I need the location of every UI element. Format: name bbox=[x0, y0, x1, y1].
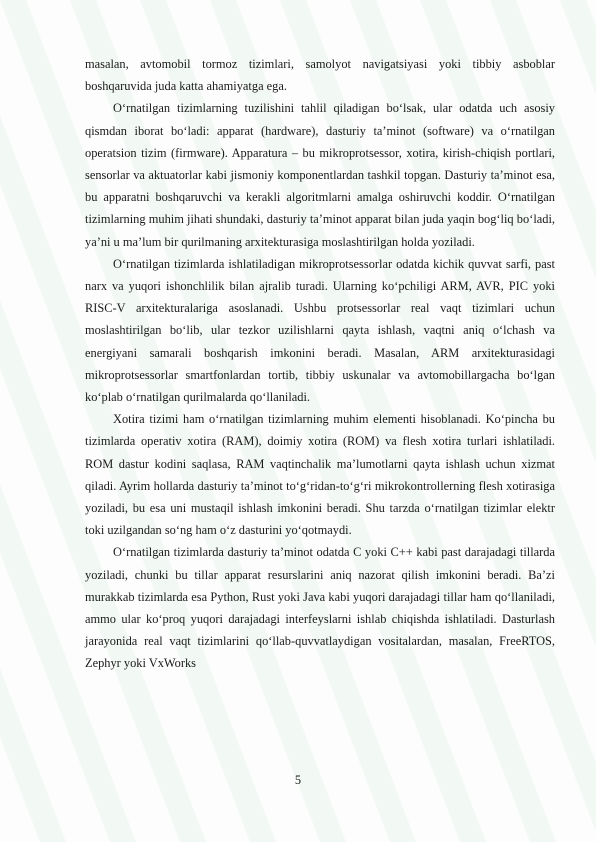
body-text bbox=[85, 53, 555, 675]
paragraph-3: O‘rnatilgan tizimlarda ishlatiladigan mikroprotsessorlar odatda kichik quvvat sarfi, past narx va yuqori ishonchlilik bilan ajralib turadi. Ularning ko‘pchiligi ARM, AVR, PIC yoki RISC-V arxitekturalariga asoslanadi. Ushbu protsessorlar real vaqt tizimlari uchun moslashtirilgan bo‘lib, ular tezkor uzilishlarni qayta ishlash, vaqtni aniq o‘lchash va energiyani samarali boshqarish imkonini beradi. Masalan, ARM arxitekturasidagi mikroprotsessorlar smartfonlardan tortib, tibbiy uskunalar va avtomobillargacha bo‘lgan ko‘plab o‘rnatilgan qurilmalarda qo‘llaniladi. bbox=[85, 256, 555, 405]
paragraph-2: O‘rnatilgan tizimlarning tuzilishini tahlil qiladigan bo‘lsak, ular odatda uch asosiy qismdan iborat bo‘ladi: apparat (hardware), dasturiy ta’minot (software) va o‘rnatilgan operatsion tizim (firmware). Apparatura – bu mikroprotsessor, xotira, kirish-chiqish portlari, sensorlar va aktuatorlar kabi jismoniy komponentlardan tashkil topgan. Dasturiy ta’minot esa, bu apparatni boshqaruvchi va kerakli algoritmlarni amalga oshiruvchi koddir. O‘rnatilgan tizimlarning muhim jihati shundaki, dasturiy ta’minot apparat bilan juda yaqin bog‘liq bo‘ladi, ya’ni u ma’lum bir qurilmaning arxitekturasiga moslashtirilgan holda yoziladi. bbox=[85, 101, 555, 249]
paragraph-5: O‘rnatilgan tizimlarda dasturiy ta’minot odatda C yoki C++ kabi past darajadagi tillarda yoziladi, chunki bu tillar apparat resurslarini aniq nazorat qilish imkonini beradi. Ba’zi murakkab tizimlarda esa Python, Rust yoki Java kabi yuqori darajadagi tillar ham qo‘llaniladi, ammo ular ko‘proq yuqori darajadagi interfeyslarni ishlab chiqishda ishlatiladi. Dasturlash jarayonida real vaqt tizimlarini qo‘llab-quvvatlaydigan vositalardan, masalan, FreeRTOS, Zephyr yoki VxWorks bbox=[85, 545, 555, 671]
watermark-stripe bbox=[560, 0, 596, 842]
watermark-stripe bbox=[0, 0, 66, 842]
paragraph-1: masalan, avtomobil tormoz tizimlari, samolyot navigatsiyasi yoki tibbiy asboblar boshqaruvida juda katta ahamiyatga ega. bbox=[85, 57, 555, 94]
paragraph-4: Xotira tizimi ham o‘rnatilgan tizimlarning muhim elementi hisoblanadi. Ko‘pincha bu tizimlarda operativ xotira (RAM), doimiy xotira (ROM) va flesh xotira turlari ishlatiladi. ROM dastur kodini saqlasa, RAM vaqtinchalik ma’lumotlarni qayta ishlash uchun xizmat qiladi. Ayrim hollarda dasturiy ta’minot to‘g‘ridan-to‘g‘ri mikrokontrollerning flesh xotirasiga yoziladi, bu esa uni mustaqil ishlash imkonini beradi. Shu tarzda o‘rnatilgan tizimlar elektr toki uzilgandan so‘ng ham o‘z dasturini yo‘qotmaydi. bbox=[85, 412, 555, 538]
page-number: 5 bbox=[294, 773, 302, 787]
